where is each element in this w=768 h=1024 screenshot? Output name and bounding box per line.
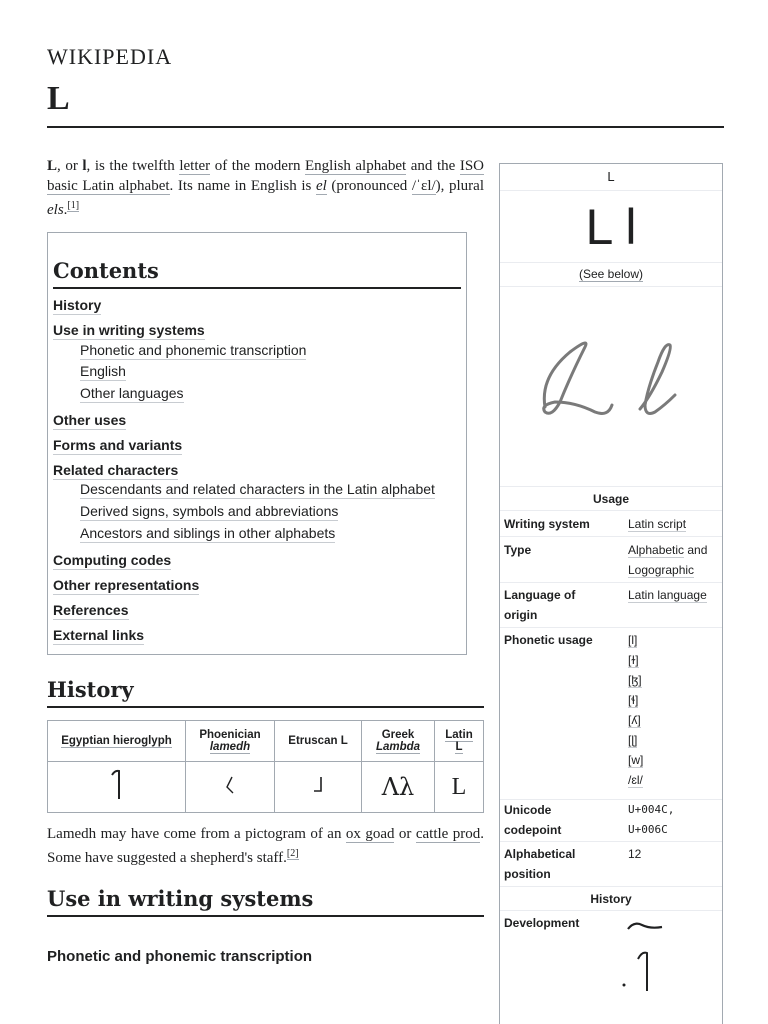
phonetic-value-link[interactable]: [ɫ] — [628, 653, 639, 667]
lead-bold-l: l — [82, 158, 87, 174]
toc-item[interactable]: Descendants and related characters in the Latin alphabet — [80, 481, 435, 497]
etruscan-l-icon — [311, 775, 325, 795]
unicode-lower: U+006C — [628, 823, 668, 836]
page-title: L — [47, 80, 724, 128]
toc-item[interactable]: External links — [53, 627, 145, 643]
phonetic-transcription-heading: Phonetic and phonemic transcription — [47, 948, 313, 965]
row-writing-system: Writing system Latin script — [500, 510, 722, 537]
header-latin[interactable]: Latin L — [435, 721, 484, 762]
phoenician-glyph — [186, 762, 275, 813]
toc-item[interactable]: Phonetic and phonemic transcription — [80, 342, 307, 358]
latin-glyph: L — [435, 762, 484, 813]
unicode-upper: U+004C, — [628, 803, 675, 816]
row-type: Type Alphabetic and Logographic — [500, 536, 722, 583]
toc-item[interactable]: References — [53, 602, 129, 618]
phonetic-value-link[interactable]: [l] — [628, 633, 638, 647]
phonetic-value-link[interactable]: [ʎ] — [628, 713, 641, 727]
row-phonetic-usage: Phonetic usage [l] [ɫ] [ɮ] [ɬ] [ʎ] [ɭ] [w] /ɛl/ — [500, 627, 722, 800]
ox-goad-link[interactable]: ox goad — [345, 826, 395, 842]
infobox-title: L — [607, 169, 615, 184]
phoenician-lamedh-icon — [223, 775, 237, 795]
logographic-link[interactable]: Logographic — [628, 563, 695, 577]
header-greek[interactable]: Greek Lambda — [362, 721, 435, 762]
see-below-link[interactable]: (See below) — [500, 262, 722, 287]
english-alphabet-link[interactable]: English alphabet — [305, 158, 407, 174]
ipa-link[interactable]: /ˈɛl/ — [411, 178, 436, 194]
header-phoenician[interactable]: Phoenician lamedh — [186, 721, 275, 762]
history-heading: History — [47, 677, 484, 708]
toc-item[interactable]: Other representations — [53, 577, 200, 593]
history-table — [47, 720, 484, 813]
usage-header: Usage — [500, 486, 722, 511]
row-development: Development — [500, 910, 722, 1024]
toc-title: Contents — [53, 258, 461, 289]
latin-script-link[interactable]: Latin script — [628, 517, 687, 531]
toc-item[interactable]: Other languages — [80, 385, 184, 401]
table-of-contents — [47, 232, 467, 655]
row-unicode: Unicode codepoint U+004C, U+006C — [500, 799, 722, 842]
letter-link[interactable]: letter — [179, 158, 211, 174]
ref-1-link[interactable]: [1] — [67, 200, 80, 211]
egyptian-hieroglyph-icon — [107, 767, 127, 801]
header-egyptian[interactable]: Egyptian hieroglyph — [48, 721, 186, 762]
phonetic-value-link[interactable]: [ɮ] — [628, 673, 642, 687]
phonetic-value-link[interactable]: [w] — [628, 753, 644, 767]
cattle-prod-link[interactable]: cattle prod — [415, 826, 481, 842]
development-glyph-icon — [620, 915, 670, 995]
phonetic-value-link[interactable]: [ɬ] — [628, 693, 639, 707]
wikipedia-wordmark[interactable]: WIKIPEDIA — [47, 44, 173, 69]
toc-item[interactable]: History — [53, 297, 102, 313]
iso-alphabet-link[interactable]: ISO basic Latin alphabet — [47, 158, 485, 194]
lead-bold-L: L — [47, 158, 58, 174]
history-header: History — [500, 886, 722, 911]
phonetic-value-link[interactable]: [ɭ] — [628, 733, 638, 747]
toc-item[interactable]: Forms and variants — [53, 437, 183, 453]
toc-item[interactable]: Computing codes — [53, 552, 172, 568]
toc-item[interactable]: Related characters — [53, 462, 179, 478]
history-paragraph: Lamedh may have come from a pictogram of an ox goad or cattle prod. Some have suggested a shepherd's staff.[2] — [47, 826, 484, 866]
row-language-of-origin: Language of origin Latin language — [500, 582, 722, 628]
phonetic-value-link[interactable]: /ɛl/ — [628, 773, 643, 787]
latin-language-link[interactable]: Latin language — [628, 588, 707, 602]
toc-item[interactable]: Use in writing systems — [53, 322, 205, 338]
el-link[interactable]: el — [315, 178, 327, 194]
row-alphabetical-position: Alphabetical position 12 — [500, 841, 722, 887]
toc-item[interactable]: Derived signs, symbols and abbreviations — [80, 503, 339, 519]
etruscan-glyph — [275, 762, 362, 813]
lead-paragraph: L, or l, is the twelfth letter of the modern English alphabet and the ISO basic Latin alphabet. Its name in English is el (pronounced /ˈɛl/), plural els.[1] — [47, 158, 485, 218]
cursive-l-icon — [500, 287, 722, 487]
greek-glyph: Λλ — [362, 762, 435, 813]
ref-2-link[interactable]: [2] — [286, 848, 299, 859]
header-etruscan[interactable]: Etruscan L — [275, 721, 362, 762]
use-in-writing-systems-heading: Use in writing systems — [47, 886, 484, 917]
cursive-image[interactable] — [500, 286, 722, 487]
infobox — [499, 163, 723, 1024]
els-text: els — [47, 202, 64, 218]
alphabetic-link[interactable]: Alphabetic — [628, 543, 685, 557]
toc-item[interactable]: Ancestors and siblings in other alphabets — [80, 525, 336, 541]
infobox-glyph: L l — [500, 190, 722, 263]
toc-item[interactable]: Other uses — [53, 412, 127, 428]
toc-item[interactable]: English — [80, 363, 126, 379]
egyptian-glyph — [48, 762, 186, 813]
